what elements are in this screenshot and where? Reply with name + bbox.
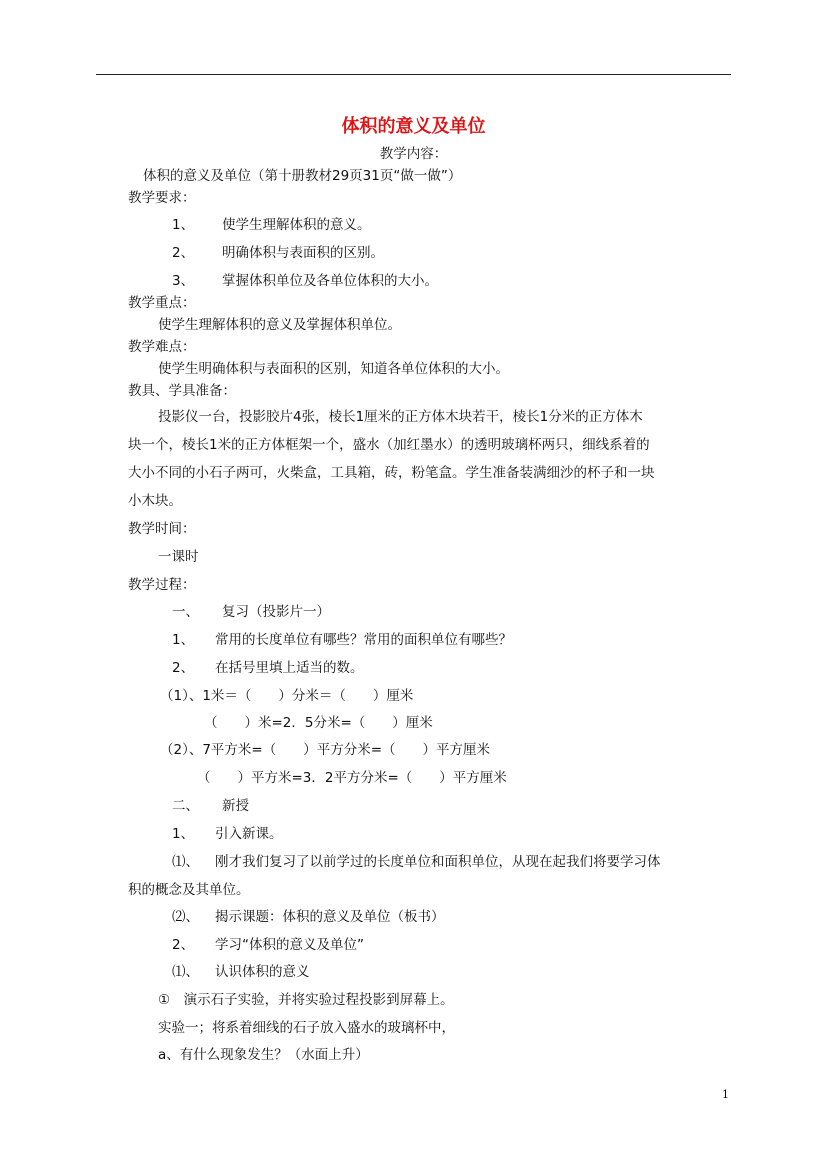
- list-item: 学习“体积的意义及单位”: [215, 937, 364, 953]
- exercise-line: （ ）平方米=3．2平方分米=（ ）平方厘米: [197, 770, 507, 786]
- content-line: 体积的意义及单位（第十册教材29页31页“做一做”）: [143, 168, 462, 184]
- step-label: 复习（投影片一）: [222, 604, 330, 620]
- paragraph-line: 认识体积的意义: [215, 964, 310, 980]
- list-item: 掌握体积单位及各单位体积的大小。: [222, 273, 438, 289]
- paragraph-line: 揭示课题：体积的意义及单位（板书）: [215, 909, 445, 925]
- document-title: 体积的意义及单位: [341, 116, 486, 137]
- section-heading-content: 教学内容：: [379, 146, 448, 162]
- list-number: 1、: [172, 826, 195, 842]
- sub-number: ⑴、: [172, 964, 199, 980]
- section-heading-requirements: 教学要求：: [128, 190, 196, 206]
- list-number: 2、: [172, 245, 195, 261]
- paragraph: 使学生明确体积与表面积的区别，知道各单位体积的大小。: [158, 361, 509, 377]
- paragraph-line: ① 演示石子实验，并将实验过程投影到屏幕上。: [158, 992, 454, 1008]
- list-item: 使学生理解体积的意义。: [222, 217, 371, 233]
- list-item: 常用的长度单位有哪些？常用的面积单位有哪些？: [215, 632, 512, 648]
- exercise-line: （2）、7平方米=（ ）平方分米=（ ）平方厘米: [160, 742, 491, 758]
- list-number: 2、: [172, 660, 195, 676]
- header-rule: [96, 74, 731, 75]
- list-item: 引入新课。: [215, 826, 283, 842]
- list-number: 1、: [172, 217, 195, 233]
- step-label: 新授: [222, 798, 249, 814]
- list-item: 明确体积与表面积的区别。: [222, 245, 384, 261]
- section-heading-key-points: 教学重点：: [128, 295, 196, 311]
- exercise-line: （1）、1米＝（ ）分米＝（ ）厘米: [160, 688, 414, 704]
- paragraph-line: 大小不同的小石子两可，火柴盒，工具箱，砖，粉笔盒。学生准备装满细沙的杯子和一块: [128, 465, 655, 481]
- paragraph-line: 实验一；将系着细线的石子放入盛水的玻璃杯中，: [158, 1020, 455, 1036]
- step-number: 一、: [172, 604, 199, 620]
- sub-number: ⑴、: [172, 854, 199, 870]
- list-number: 2、: [172, 937, 195, 953]
- paragraph-line: 投影仪一台，投影胶片4张，棱长1厘米的正方体木块若干，棱长1分米的正方体木: [158, 409, 643, 425]
- paragraph-line: 块一个，棱长1米的正方体框架一个，盛水（加红墨水）的透明玻璃杯两只，细线系着的: [128, 437, 650, 453]
- list-number: 1、: [172, 632, 195, 648]
- paragraph-line: 小木块。: [128, 493, 182, 509]
- paragraph: 使学生理解体积的意义及掌握体积单位。: [158, 317, 401, 333]
- paragraph: 一课时: [158, 549, 199, 565]
- section-heading-difficulties: 教学难点：: [128, 339, 196, 355]
- page-number: 1: [722, 1088, 729, 1101]
- section-heading-process: 教学过程：: [128, 577, 196, 593]
- exercise-line: （ ）米=2．5分米=（ ）厘米: [204, 715, 433, 731]
- section-heading-time: 教学时间：: [128, 521, 196, 537]
- paragraph-line: 刚才我们复习了以前学过的长度单位和面积单位，从现在起我们将要学习体: [215, 854, 661, 870]
- step-number: 二、: [172, 798, 199, 814]
- paragraph-line: 积的概念及其单位。: [128, 882, 250, 898]
- list-item: 在括号里填上适当的数。: [215, 660, 364, 676]
- paragraph-line: a、有什么现象发生？（水面上升）: [158, 1047, 369, 1063]
- list-number: 3、: [172, 273, 195, 289]
- section-heading-materials: 教具、学具准备：: [128, 383, 236, 399]
- sub-number: ⑵、: [172, 909, 199, 925]
